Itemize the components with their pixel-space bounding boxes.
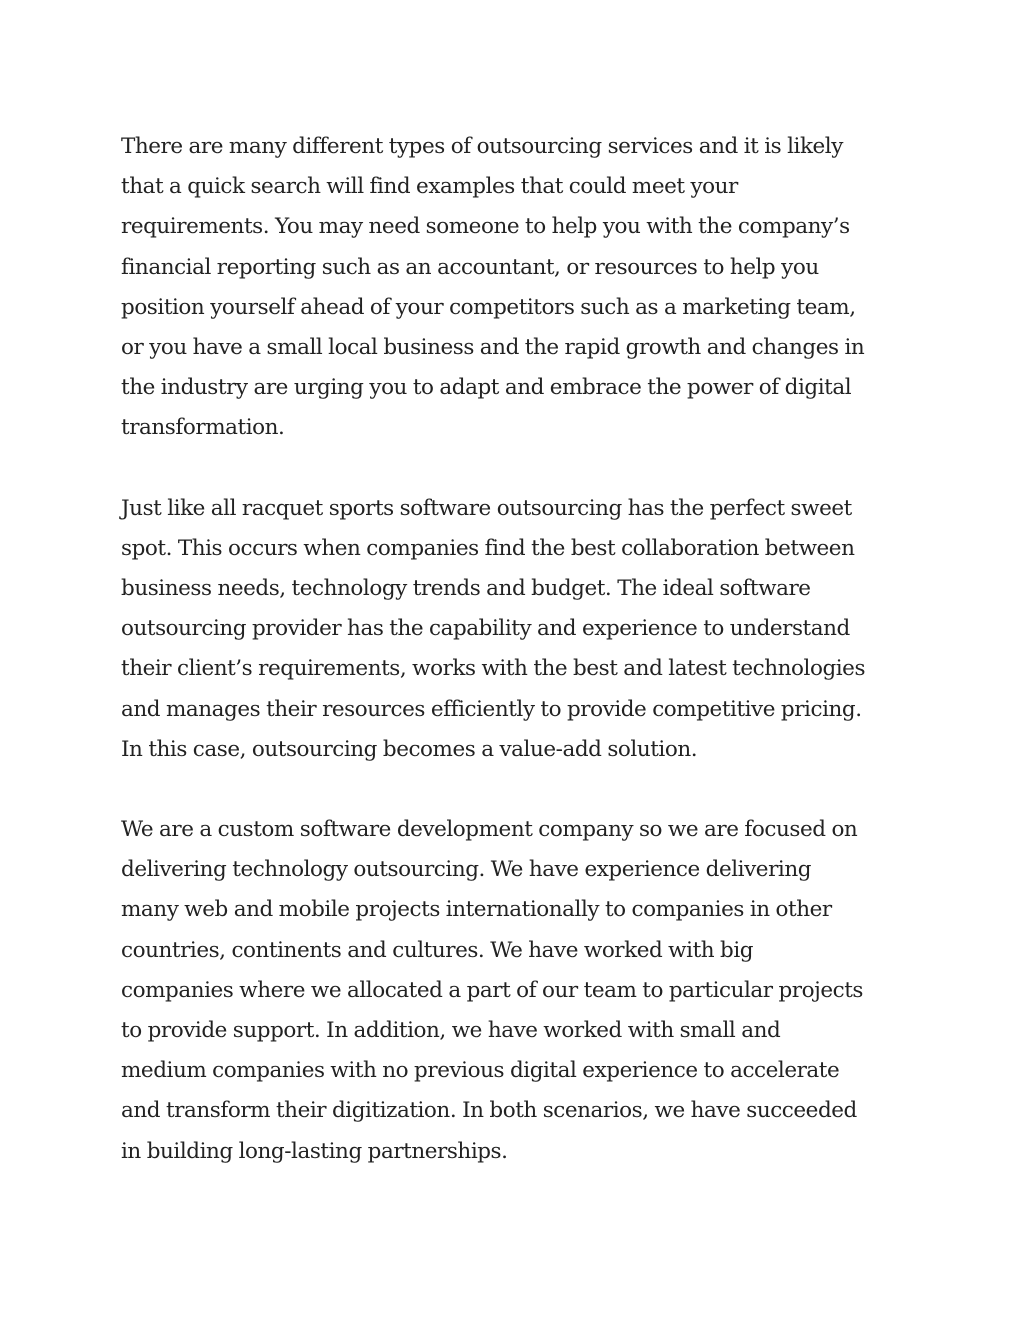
text-line: delivering technology outsourcing. We have experience delivering [121,857,812,883]
text-line: position yourself ahead of your competitors such as a marketing team, [121,294,856,320]
text-line: transformation. [121,415,285,441]
text-line: financial reporting such as an accountant, or resources to help you [121,254,819,280]
text-line: that a quick search will find examples that could meet your [121,174,738,200]
paragraph-company-experience [121,810,911,1172]
text-line: or you have a small local business and the rapid growth and changes in [121,335,865,361]
text-line: We are a custom software development company so we are focused on [121,817,858,843]
text-line: There are many different types of outsourcing services and it is likely [121,134,843,159]
text-line: business needs, technology trends and budget. The ideal software [121,576,811,602]
text-line: their client’s requirements, works with the best and latest technologies [121,656,866,682]
text-line: spot. This occurs when companies find the best collaboration between [121,535,855,561]
text-line: Just like all racquet sports software outsourcing has the perfect sweet [121,495,852,521]
document-body [121,127,911,1212]
text-line: the industry are urging you to adapt and embrace the power of digital [121,375,852,401]
text-line: In this case, outsourcing becomes a value-add solution. [121,736,698,762]
paragraph-outsourcing-types [121,127,911,449]
text-line: countries, continents and cultures. We have worked with big [121,937,754,963]
text-line: and transform their digitization. In both scenarios, we have succeeded [121,1098,857,1124]
text-line: companies where we allocated a part of our team to particular projects [121,977,863,1003]
text-line: to provide support. In addition, we have worked with small and [121,1018,781,1044]
text-line: and manages their resources efficiently to provide competitive pricing. [121,696,862,722]
text-line: requirements. You may need someone to help you with the company’s [121,214,850,240]
paragraph-sweet-spot [121,489,911,770]
text-line: outsourcing provider has the capability and experience to understand [121,616,850,642]
text-line: medium companies with no previous digital experience to accelerate [121,1058,840,1084]
text-line: in building long-lasting partnerships. [121,1138,508,1164]
text-line: many web and mobile projects internationally to companies in other [121,897,832,923]
